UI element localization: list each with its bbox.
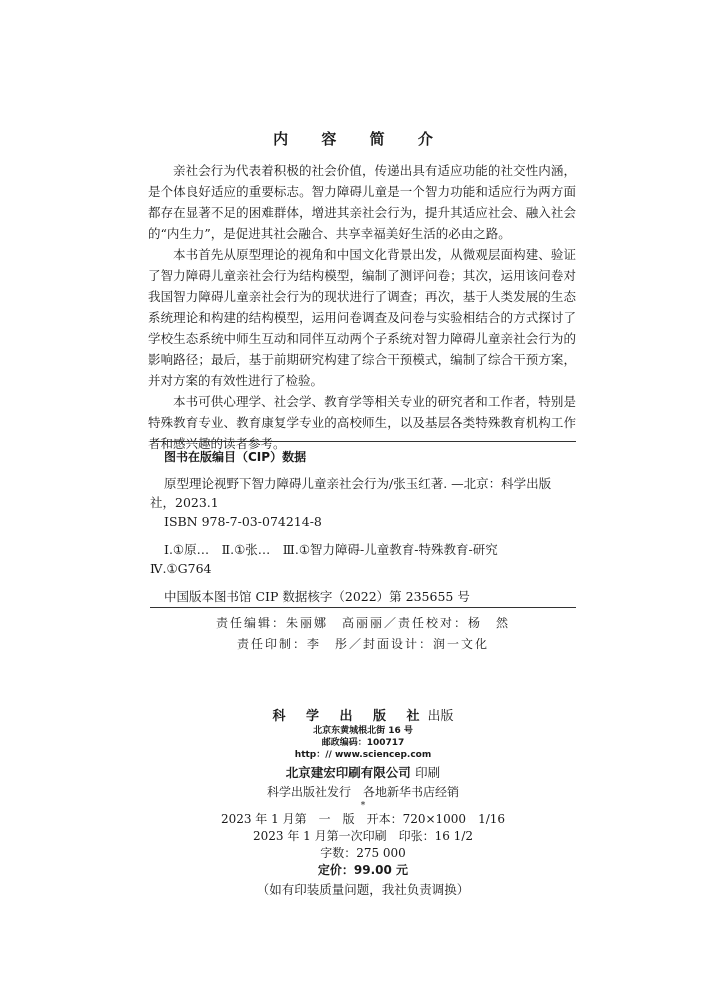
cip-classification: Ⅳ.①G764	[150, 561, 212, 576]
printer-name	[150, 764, 576, 781]
publisher-postcode: 邮政编码：100717	[321, 738, 405, 748]
page-title: 内 容 简 介	[273, 130, 447, 148]
publisher-address: 北京东黄城根北街 16 号	[313, 726, 413, 736]
publisher-website: http：// www.sciencep.com	[294, 750, 432, 760]
cip-verification-number: 中国版本图书馆 CIP 数据核字（2022）第 235655 号	[164, 589, 470, 604]
printer-company: 北京建宏印刷有限公司	[285, 765, 411, 780]
content-summary	[148, 160, 576, 454]
printing-info: 2023 年 1 月第一次印刷 印张：16 1/2	[252, 829, 473, 843]
summary-paragraph: 本书首先从原型理论的视角和中国文化背景出发，从微观层面构建、验证了智力障碍儿童亲社会行为结构模型，编制了测评问卷；其次，运用该问卷对我国智力障碍儿童亲社会行为的现状进行了调查；再次，基于人类发展的生态系统理论和构建的结构模型，运用问卷调查及问卷与实验相结合的方式探讨了学校生态系统中师生互动和同伴互动两个子系统对智力障碍儿童亲社会行为的影响路径；最后，基于前期研究构建了综合干预模式，编制了综合干预方案，并对方案的有效性进行了检验。	[148, 247, 576, 388]
cip-record	[150, 474, 570, 606]
edition-info: 2023 年 1 月第 一 版 开本：720×1000 1/16	[220, 812, 506, 826]
editor-credits	[150, 613, 576, 655]
summary-paragraph: 亲社会行为代表着积极的社会价值，传递出具有适应功能的社交性内涵，是个体良好适应的重要标志。智力障碍儿童是一个智力功能和适应行为两方面都存在显著不足的困难群体，增进其亲社会行为，提升其适应社会、融入社会的“内生力”，是促进其社会融合、共享幸福美好生活的必由之路。	[148, 163, 576, 241]
word-count: 字数：275 000	[320, 846, 406, 860]
publisher-logo-text: 科 学 出 版 社	[272, 709, 428, 724]
editor-credit-line: 责任印制：李 彤／封面设计：润一文化	[236, 637, 489, 651]
editor-credit-line: 责任编辑：朱丽娜 高丽丽／责任校对：杨 然	[215, 616, 510, 630]
publisher-name	[150, 708, 576, 725]
cip-top-divider	[150, 441, 576, 442]
cip-bottom-divider	[150, 607, 576, 608]
summary-paragraph: 本书可供心理学、社会学、教育学等相关专业的研究者和工作者，特别是特殊教育专业、教育康复学专业的高校师生，以及基层各类特殊教育机构工作者和感兴趣的读者参考。	[148, 394, 576, 451]
imprint-block	[150, 708, 576, 898]
quality-notice: （如有印装质量问题，我社负责调换）	[256, 882, 470, 897]
cip-isbn: ISBN 978-7-03-074214-8	[164, 514, 322, 529]
cip-entry-line: 原型理论视野下智力障碍儿童亲社会行为/张玉红著. —北京：科学出版	[164, 476, 552, 491]
publisher-suffix: 出版	[427, 709, 454, 724]
distribution-info: 科学出版社发行 各地新华书店经销	[266, 785, 459, 799]
cip-heading: 图书在版编目（CIP）数据	[164, 450, 307, 464]
separator-star: *	[360, 801, 366, 811]
printer-suffix: 印刷	[415, 765, 441, 780]
cip-entry-line: 社，2023.1	[150, 495, 219, 510]
price: 定价：99.00 元	[317, 863, 409, 877]
cip-classification: Ⅰ.①原… Ⅱ.①张… Ⅲ.①智力障碍-儿童教育-特殊教育-研究	[164, 542, 498, 557]
